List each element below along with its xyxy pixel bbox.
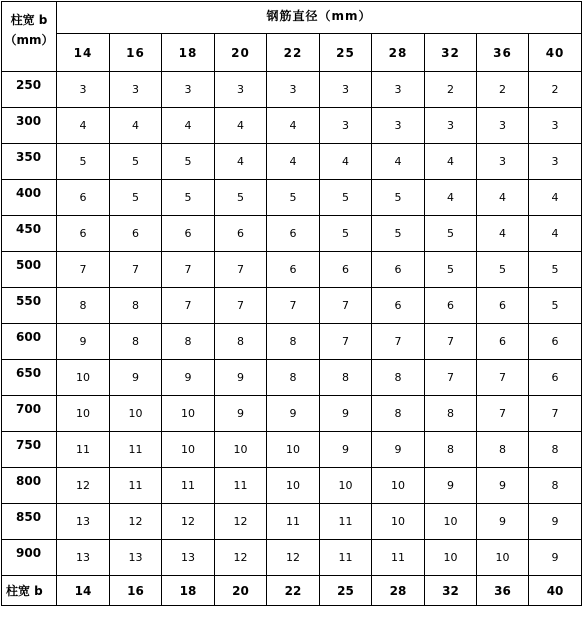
- rebar-count-cell: 7: [477, 396, 529, 432]
- diameter-header-cell: 28: [372, 34, 425, 72]
- rebar-count-cell: 3: [372, 108, 425, 144]
- rebar-count-cell: 11: [372, 540, 425, 576]
- rebar-count-cell: 10: [57, 360, 110, 396]
- rebar-count-cell: 7: [162, 252, 215, 288]
- table-row: [2, 288, 582, 324]
- rebar-count-cell: 8: [267, 360, 320, 396]
- rebar-count-cell: 5: [372, 216, 425, 252]
- rebar-count-cell: 8: [162, 324, 215, 360]
- rebar-count-cell: 3: [477, 108, 529, 144]
- footer-diameter-cell: 18: [162, 576, 215, 606]
- rebar-count-cell: 7: [529, 396, 582, 432]
- rebar-count-cell: 5: [162, 180, 215, 216]
- rebar-count-cell: 7: [110, 252, 162, 288]
- rebar-count-cell: 10: [57, 396, 110, 432]
- rebar-count-cell: 8: [110, 324, 162, 360]
- rebar-count-cell: 8: [320, 360, 372, 396]
- rebar-count-cell: 4: [110, 108, 162, 144]
- rebar-count-cell: 6: [57, 216, 110, 252]
- table-row: [2, 504, 582, 540]
- rebar-count-cell: 3: [320, 72, 372, 108]
- rebar-count-cell: 4: [162, 108, 215, 144]
- rebar-count-cell: 10: [477, 540, 529, 576]
- rebar-count-cell: 3: [477, 144, 529, 180]
- rebar-count-cell: 4: [425, 180, 477, 216]
- row-width-label: 600: [2, 324, 57, 360]
- rebar-count-cell: 4: [215, 144, 267, 180]
- column-width-unit: （mm）: [4, 33, 54, 47]
- rebar-count-cell: 4: [529, 216, 582, 252]
- column-width-label: 柱宽 b: [10, 13, 48, 27]
- footer-diameter-cell: 32: [425, 576, 477, 606]
- rebar-count-cell: 12: [267, 540, 320, 576]
- rebar-count-cell: 8: [110, 288, 162, 324]
- table-row: [2, 144, 582, 180]
- row-width-label: 900: [2, 540, 57, 576]
- rebar-count-cell: 10: [320, 468, 372, 504]
- footer-row: [2, 576, 582, 606]
- rebar-count-cell: 6: [372, 288, 425, 324]
- rebar-count-cell: 8: [372, 360, 425, 396]
- rebar-count-cell: 11: [320, 540, 372, 576]
- rebar-count-cell: 9: [425, 468, 477, 504]
- header-row-diameters: [2, 34, 582, 72]
- rebar-count-cell: 6: [372, 252, 425, 288]
- table-row: [2, 252, 582, 288]
- rebar-count-cell: 5: [425, 252, 477, 288]
- table-row: [2, 108, 582, 144]
- rebar-count-cell: 10: [425, 540, 477, 576]
- footer-diameter-cell: 36: [477, 576, 529, 606]
- rebar-count-cell: 13: [110, 540, 162, 576]
- rebar-count-cell: 6: [110, 216, 162, 252]
- rebar-count-cell: 9: [372, 432, 425, 468]
- rebar-count-cell: 3: [215, 72, 267, 108]
- rebar-count-cell: 9: [529, 540, 582, 576]
- rebar-count-cell: 12: [215, 540, 267, 576]
- row-width-label: 800: [2, 468, 57, 504]
- rebar-count-cell: 7: [162, 288, 215, 324]
- rebar-count-cell: 12: [57, 468, 110, 504]
- diameter-header-cell: 25: [320, 34, 372, 72]
- rebar-count-cell: 5: [477, 252, 529, 288]
- table-row: [2, 216, 582, 252]
- rebar-count-cell: 7: [215, 252, 267, 288]
- row-width-label: 750: [2, 432, 57, 468]
- rebar-count-table: [1, 1, 582, 606]
- rebar-count-cell: 8: [425, 396, 477, 432]
- row-width-label: 550: [2, 288, 57, 324]
- rebar-count-cell: 11: [267, 504, 320, 540]
- rebar-count-cell: 5: [372, 180, 425, 216]
- rebar-count-cell: 9: [57, 324, 110, 360]
- rebar-count-cell: 7: [477, 360, 529, 396]
- rebar-count-cell: 12: [162, 504, 215, 540]
- rebar-count-cell: 4: [267, 144, 320, 180]
- footer-label: 柱宽 b: [2, 576, 57, 606]
- footer-diameter-cell: 14: [57, 576, 110, 606]
- rebar-count-cell: 5: [162, 144, 215, 180]
- rebar-count-cell: 2: [477, 72, 529, 108]
- rebar-count-cell: 8: [372, 396, 425, 432]
- rebar-count-cell: 2: [529, 72, 582, 108]
- diameter-header-cell: 14: [57, 34, 110, 72]
- footer-diameter-cell: 28: [372, 576, 425, 606]
- rebar-count-cell: 11: [110, 468, 162, 504]
- rebar-count-cell: 11: [57, 432, 110, 468]
- rebar-count-cell: 6: [267, 216, 320, 252]
- rebar-count-cell: 11: [162, 468, 215, 504]
- rebar-count-cell: 5: [110, 144, 162, 180]
- row-width-label: 250: [2, 72, 57, 108]
- rebar-count-cell: 4: [477, 216, 529, 252]
- footer-diameter-cell: 25: [320, 576, 372, 606]
- rebar-count-cell: 7: [57, 252, 110, 288]
- rebar-count-cell: 5: [320, 216, 372, 252]
- rebar-count-cell: 6: [425, 288, 477, 324]
- rebar-count-cell: 5: [57, 144, 110, 180]
- rebar-count-cell: 6: [477, 288, 529, 324]
- rebar-count-cell: 10: [267, 468, 320, 504]
- rebar-count-cell: 6: [529, 360, 582, 396]
- rebar-count-cell: 9: [110, 360, 162, 396]
- rebar-count-cell: 7: [425, 360, 477, 396]
- table-row: [2, 360, 582, 396]
- rebar-count-cell: 5: [425, 216, 477, 252]
- rebar-count-cell: 8: [529, 432, 582, 468]
- row-width-label: 500: [2, 252, 57, 288]
- diameter-header-cell: 20: [215, 34, 267, 72]
- rebar-count-cell: 10: [267, 432, 320, 468]
- row-width-label: 700: [2, 396, 57, 432]
- rebar-count-cell: 4: [425, 144, 477, 180]
- row-width-label: 850: [2, 504, 57, 540]
- table-row: [2, 396, 582, 432]
- rebar-count-cell: 13: [57, 504, 110, 540]
- rebar-count-cell: 13: [57, 540, 110, 576]
- rebar-count-cell: 5: [110, 180, 162, 216]
- rebar-count-cell: 3: [57, 72, 110, 108]
- rebar-count-cell: 10: [215, 432, 267, 468]
- footer-diameter-cell: 40: [529, 576, 582, 606]
- rebar-count-cell: 6: [267, 252, 320, 288]
- rebar-count-cell: 10: [162, 432, 215, 468]
- rebar-count-cell: 7: [267, 288, 320, 324]
- rebar-count-cell: 8: [215, 324, 267, 360]
- header-row-group: [2, 2, 582, 34]
- rebar-count-cell: 8: [425, 432, 477, 468]
- rebar-count-cell: 9: [477, 504, 529, 540]
- rebar-count-cell: 11: [215, 468, 267, 504]
- rebar-count-cell: 9: [477, 468, 529, 504]
- table-row: [2, 432, 582, 468]
- rebar-count-cell: 6: [215, 216, 267, 252]
- diameter-header-cell: 22: [267, 34, 320, 72]
- row-width-label: 400: [2, 180, 57, 216]
- rebar-count-cell: 10: [110, 396, 162, 432]
- row-width-label: 450: [2, 216, 57, 252]
- rebar-count-cell: 3: [529, 144, 582, 180]
- diameter-header-cell: 40: [529, 34, 582, 72]
- rebar-count-cell: 10: [162, 396, 215, 432]
- diameter-header-cell: 18: [162, 34, 215, 72]
- rebar-count-cell: 4: [267, 108, 320, 144]
- rebar-count-cell: 9: [320, 396, 372, 432]
- rebar-count-cell: 10: [372, 468, 425, 504]
- rebar-count-cell: 3: [162, 72, 215, 108]
- rebar-count-cell: 4: [477, 180, 529, 216]
- rebar-count-cell: 7: [320, 324, 372, 360]
- rebar-count-cell: 3: [320, 108, 372, 144]
- rebar-count-cell: 6: [477, 324, 529, 360]
- rebar-count-cell: 9: [162, 360, 215, 396]
- rebar-count-cell: 12: [110, 504, 162, 540]
- table-row: [2, 324, 582, 360]
- rebar-count-cell: 5: [267, 180, 320, 216]
- rebar-count-cell: 4: [529, 180, 582, 216]
- rebar-count-cell: 3: [267, 72, 320, 108]
- rebar-count-cell: 9: [215, 396, 267, 432]
- rebar-count-cell: 12: [215, 504, 267, 540]
- rebar-count-cell: 11: [320, 504, 372, 540]
- table-row: [2, 180, 582, 216]
- rebar-count-cell: 4: [320, 144, 372, 180]
- rebar-count-cell: 8: [477, 432, 529, 468]
- footer-diameter-cell: 20: [215, 576, 267, 606]
- rebar-count-cell: 4: [372, 144, 425, 180]
- rebar-count-cell: 3: [529, 108, 582, 144]
- diameter-header-cell: 32: [425, 34, 477, 72]
- rebar-count-cell: 8: [267, 324, 320, 360]
- row-width-label: 650: [2, 360, 57, 396]
- rebar-count-cell: 2: [425, 72, 477, 108]
- diameter-header-cell: 36: [477, 34, 529, 72]
- row-width-label: 350: [2, 144, 57, 180]
- rebar-count-cell: 9: [267, 396, 320, 432]
- rebar-count-cell: 5: [215, 180, 267, 216]
- rebar-count-cell: 9: [529, 504, 582, 540]
- rebar-count-cell: 7: [372, 324, 425, 360]
- rebar-count-cell: 10: [372, 504, 425, 540]
- rebar-count-cell: 4: [215, 108, 267, 144]
- rebar-count-cell: 5: [529, 252, 582, 288]
- rebar-count-cell: 7: [425, 324, 477, 360]
- rebar-count-cell: 5: [320, 180, 372, 216]
- table-row: [2, 540, 582, 576]
- row-width-label: 300: [2, 108, 57, 144]
- rebar-count-cell: 8: [529, 468, 582, 504]
- rebar-count-cell: 4: [57, 108, 110, 144]
- rebar-count-cell: 3: [425, 108, 477, 144]
- rebar-count-cell: 10: [425, 504, 477, 540]
- rebar-count-cell: 6: [162, 216, 215, 252]
- rebar-count-cell: 9: [320, 432, 372, 468]
- corner-header: [2, 2, 57, 72]
- rebar-count-cell: 11: [110, 432, 162, 468]
- rebar-count-cell: 6: [320, 252, 372, 288]
- diameter-header-cell: 16: [110, 34, 162, 72]
- rebar-count-cell: 6: [529, 324, 582, 360]
- rebar-count-cell: 6: [57, 180, 110, 216]
- rebar-count-cell: 9: [215, 360, 267, 396]
- table-row: [2, 72, 582, 108]
- rebar-count-cell: 7: [320, 288, 372, 324]
- rebar-count-cell: 13: [162, 540, 215, 576]
- rebar-count-cell: 7: [215, 288, 267, 324]
- rebar-count-cell: 5: [529, 288, 582, 324]
- footer-diameter-cell: 16: [110, 576, 162, 606]
- rebar-count-cell: 8: [57, 288, 110, 324]
- rebar-count-cell: 3: [372, 72, 425, 108]
- rebar-diameter-header: 钢筋直径（mm）: [57, 2, 582, 34]
- footer-diameter-cell: 22: [267, 576, 320, 606]
- rebar-count-cell: 3: [110, 72, 162, 108]
- table-row: [2, 468, 582, 504]
